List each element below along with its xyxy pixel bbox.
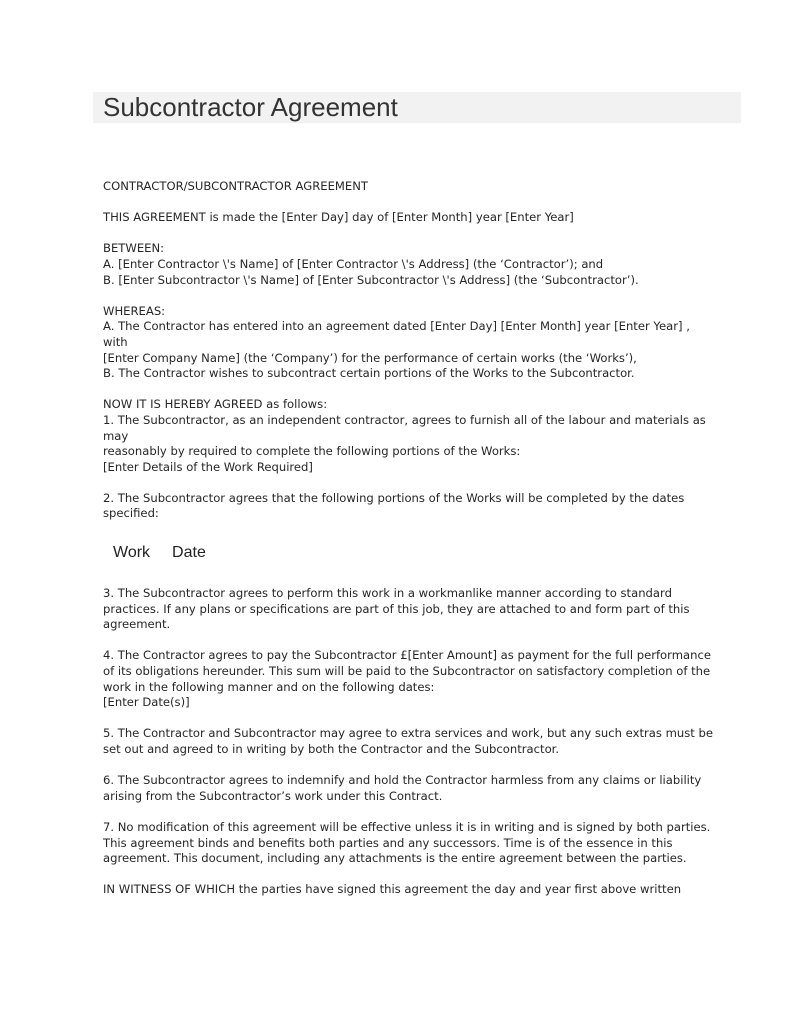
clause3-line3: agreement. (103, 617, 171, 632)
clause3-line1: 3. The Subcontractor agrees to perform this work in a workmanlike manner according to standard (103, 586, 672, 601)
whereas-a-line3: [Enter Company Name] (the ‘Company’) for the performance of certain works (the ‘Works’), (103, 350, 637, 365)
title-banner (93, 92, 741, 123)
clause3 (103, 586, 728, 633)
agreement-body (103, 179, 728, 914)
agreement-heading (103, 179, 728, 195)
clause5 (103, 726, 728, 757)
clause2 (103, 491, 728, 522)
intro-paragraph (103, 210, 728, 226)
clause3-line2: practices. If any plans or specifications are part of this job, they are attached to and form part of this (103, 601, 690, 616)
witness-clause (103, 882, 728, 898)
clause2-line2: specified: (103, 506, 159, 521)
clause6-line2: arising from the Subcontractor’s work under this Contract. (103, 788, 443, 803)
whereas-label: WHEREAS: (103, 303, 166, 318)
witness-text: IN WITNESS OF WHICH the parties have signed this agreement the day and year first above written (103, 882, 682, 897)
clause1-line3: reasonably by required to complete the following portions of the Works: (103, 444, 521, 459)
agreed-label: NOW IT IS HEREBY AGREED as follows: (103, 397, 328, 412)
clause4-line3: work in the following manner and on the following dates: (103, 679, 435, 694)
clause4-line2: of its obligations hereunder. This sum will be paid to the Subcontractor on satisfactory completion of the (103, 664, 711, 679)
clause5-line1: 5. The Contractor and Subcontractor may agree to extra services and work, but any such extras must be (103, 726, 714, 741)
clause4-line1: 4. The Contractor agrees to pay the Subcontractor £[Enter Amount] as payment for the full performance (103, 648, 711, 663)
clause5-line2: set out and agreed to in writing by both the Contractor and the Subcontractor. (103, 742, 560, 756)
clause4 (103, 648, 728, 710)
document-title: Subcontractor Agreement (103, 92, 398, 122)
clause7 (103, 820, 728, 867)
clause1-line2: may (103, 428, 129, 443)
between-label: BETWEEN: (103, 241, 165, 256)
between-section (103, 241, 728, 288)
party-b: B. [Enter Subcontractor \'s Name] of [Enter Subcontractor \'s Address] (the ‘Subcontractor’). (103, 272, 639, 287)
date-column-header: Date (172, 544, 206, 562)
clause7-line3: agreement. This document, including any attachments is the entire agreement between the parties. (103, 851, 687, 866)
whereas-b: B. The Contractor wishes to subcontract certain portions of the Works to the Subcontractor. (103, 366, 635, 381)
clause6-line1: 6. The Subcontractor agrees to indemnify and hold the Contractor harmless from any claims or liability (103, 773, 702, 788)
work-date-table-header (103, 542, 728, 564)
clause2-line1: 2. The Subcontractor agrees that the following portions of the Works will be completed by the dates (103, 490, 685, 505)
clause1-line4: [Enter Details of the Work Required] (103, 459, 313, 474)
agreed-section (103, 397, 728, 475)
clause6 (103, 773, 728, 804)
whereas-section (103, 304, 728, 382)
whereas-a-line1: A. The Contractor has entered into an agreement dated [Enter Day] [Enter Month] year [Enter Year] , (103, 319, 690, 334)
clause7-line2: This agreement binds and benefits both parties and any successors. Time is of the essence in this (103, 835, 673, 850)
clause1-line1: 1. The Subcontractor, as an independent contractor, agrees to furnish all of the labour and materials as (103, 412, 706, 427)
clause4-line4: [Enter Date(s)] (103, 695, 190, 710)
clause7-line1: 7. No modification of this agreement will be effective unless it is in writing and is signed by both parties. (103, 819, 711, 834)
work-column-header: Work (113, 544, 151, 562)
party-a: A. [Enter Contractor \'s Name] of [Enter Contractor \'s Address] (the ‘Contractor’); and (103, 256, 604, 271)
whereas-a-line2: with (103, 334, 128, 349)
intro-text: THIS AGREEMENT is made the [Enter Day] day of [Enter Month] year [Enter Year] (103, 210, 574, 225)
heading-text: CONTRACTOR/SUBCONTRACTOR AGREEMENT (103, 179, 368, 193)
